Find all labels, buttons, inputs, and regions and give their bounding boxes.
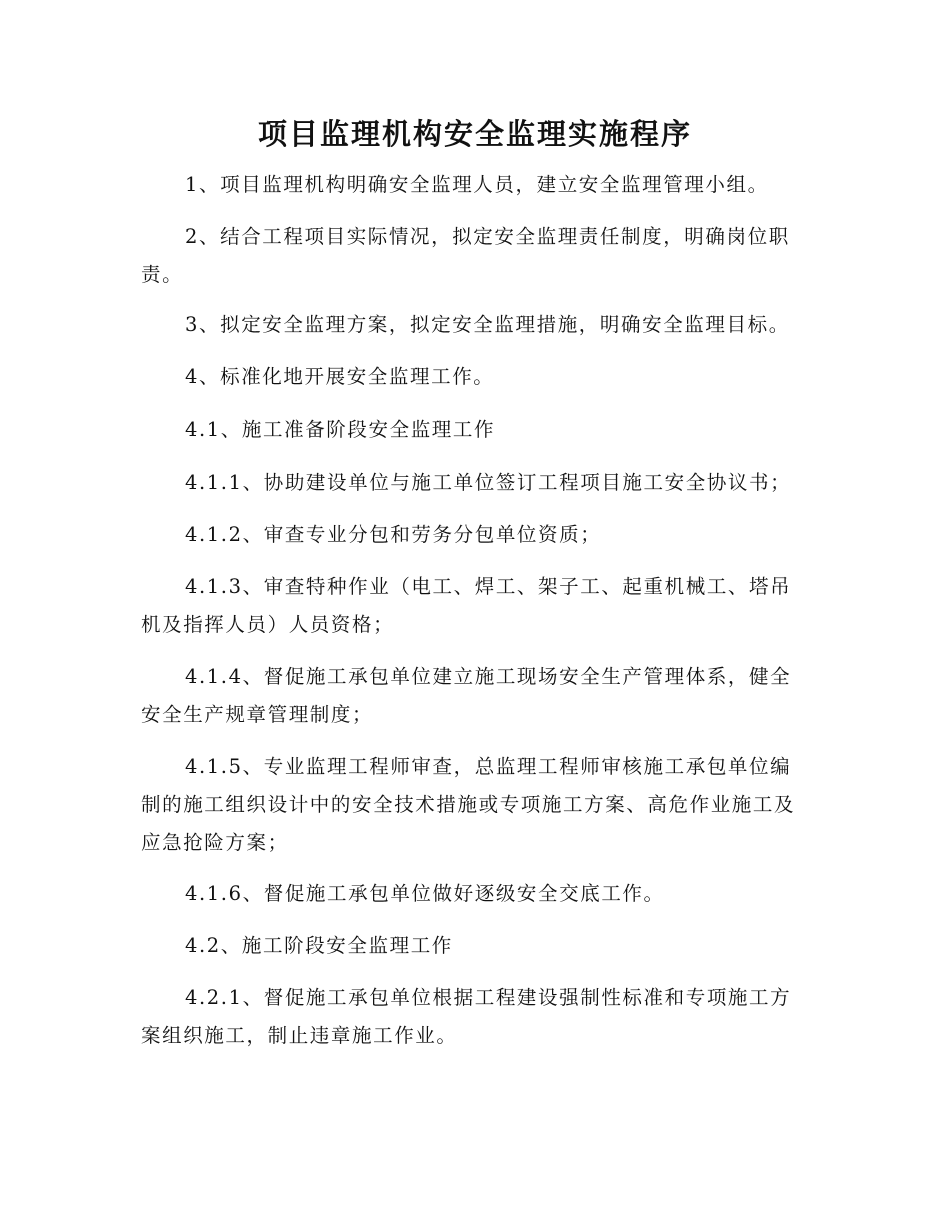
paragraph-4-1-6: 4.1.6、督促施工承包单位做好逐级安全交底工作。 — [185, 882, 665, 905]
paragraph-2: 2、结合工程项目实际情况，拟定安全监理责任制度，明确岗位职责。 — [141, 225, 790, 286]
paragraph-4-1-1: 4.1.1、协助建设单位与施工单位签订工程项目施工安全协议书； — [185, 471, 792, 494]
paragraph-4-1-5: 4.1.5、专业监理工程师审查，总监理工程师审核施工承包单位编制的施工组织设计中的安全技术措施或专项施工方案、高危作业施工及应急抢险方案； — [141, 755, 796, 854]
paragraph-1: 1、项目监理机构明确安全监理人员，建立安全监理管理小组。 — [185, 173, 769, 196]
paragraph-4-2: 4.2、施工阶段安全监理工作 — [185, 934, 453, 957]
paragraph-4-1-4: 4.1.4、督促施工承包单位建立施工现场安全生产管理体系，健全安全生产规章管理制度； — [141, 665, 792, 726]
paragraph-3: 3、拟定安全监理方案，拟定安全监理措施，明确安全监理目标。 — [185, 313, 790, 336]
paragraph-4-1-3: 4.1.3、审查特种作业（电工、焊工、架子工、起重机械工、塔吊机及指挥人员）人员资格； — [141, 575, 792, 636]
paragraph-4-1-2: 4.1.2、审查专业分包和劳务分包单位资质； — [185, 523, 602, 546]
document-title: 项目监理机构安全监理实施程序 — [257, 117, 692, 151]
paragraph-4-2-1: 4.2.1、督促施工承包单位根据工程建设强制性标准和专项施工方案组织施工，制止违章施工作业。 — [141, 986, 792, 1047]
paragraph-4-1: 4.1、施工准备阶段安全监理工作 — [185, 418, 496, 441]
paragraph-4: 4、标准化地开展安全监理工作。 — [185, 365, 495, 388]
